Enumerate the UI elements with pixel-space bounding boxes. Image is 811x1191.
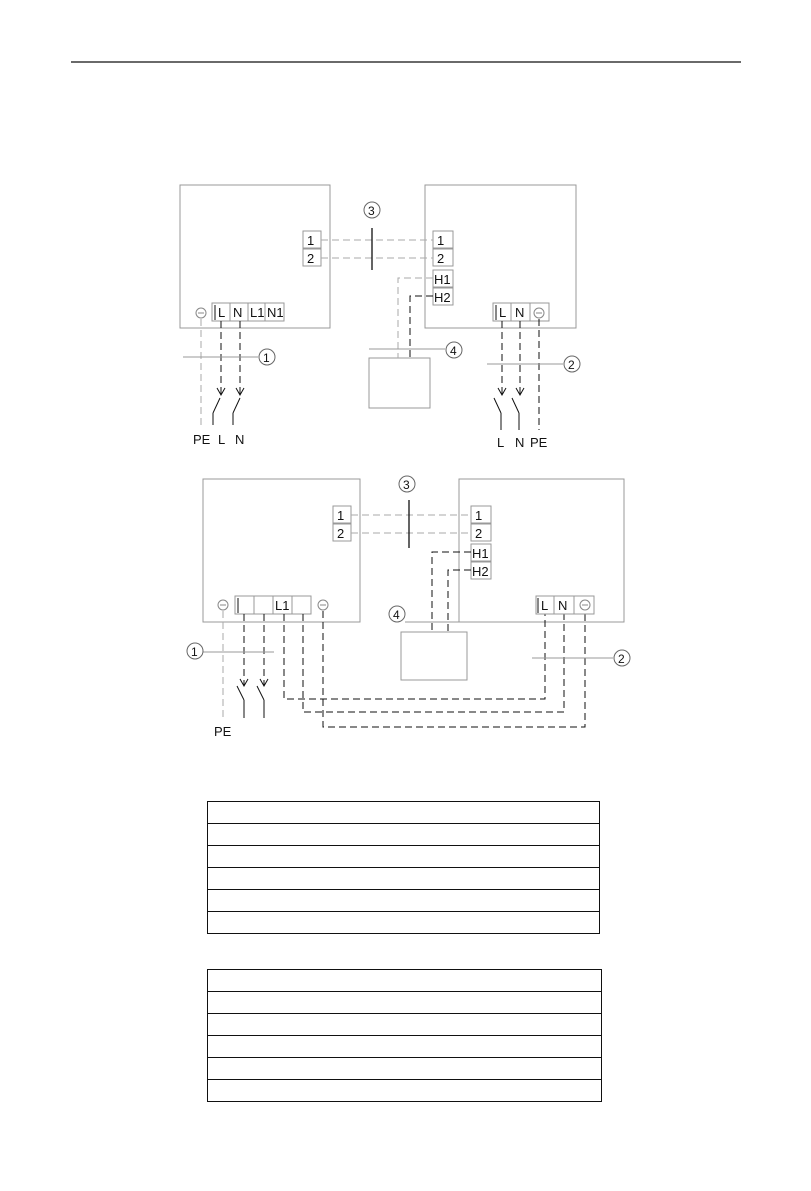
switch-icon	[512, 398, 519, 413]
table-row	[208, 1036, 602, 1058]
table-row	[208, 846, 600, 868]
callout-number: 4	[393, 608, 400, 622]
table-cell	[404, 846, 600, 868]
terminal-label: 1	[337, 508, 345, 523]
spec-table-b	[207, 969, 602, 1102]
table-cell	[208, 890, 404, 912]
terminal-label: N	[515, 305, 525, 320]
terminal-label: H2	[472, 564, 489, 579]
table-cell	[404, 868, 600, 890]
callout-number: 4	[450, 344, 457, 358]
table-cell	[208, 1080, 405, 1102]
table-cell	[208, 970, 405, 992]
terminal-label: N	[558, 598, 568, 613]
wire-label: N	[235, 432, 245, 447]
terminal-label: 1	[475, 508, 483, 523]
table-row	[208, 1014, 602, 1036]
table-cell	[405, 970, 602, 992]
table-cell	[405, 1080, 602, 1102]
terminal-label: 2	[337, 526, 345, 541]
callout-number: 1	[263, 351, 270, 365]
table-cell	[208, 992, 405, 1014]
table-row	[208, 912, 600, 934]
callout-number: 1	[191, 645, 198, 659]
table-row	[208, 824, 600, 846]
heater-box	[401, 632, 467, 680]
terminal-label: L1	[250, 305, 265, 320]
terminal-label: H2	[434, 290, 451, 305]
wire-label: L	[497, 435, 505, 450]
terminal-label: N	[233, 305, 243, 320]
terminal-label: 1	[307, 233, 315, 248]
table-row	[208, 868, 600, 890]
callout-number: 2	[568, 358, 575, 372]
table-row	[208, 1058, 602, 1080]
table-cell	[405, 1058, 602, 1080]
wire-label: PE	[530, 435, 548, 450]
table-cell	[208, 912, 404, 934]
diagram-2	[187, 476, 630, 739]
callout-number: 3	[368, 204, 375, 218]
table-row	[208, 992, 602, 1014]
switch-icon	[257, 686, 264, 700]
callout-number: 2	[618, 652, 625, 666]
diagram-1	[180, 185, 580, 450]
switch-icon	[213, 398, 220, 413]
table-cell	[208, 802, 404, 824]
table-row	[208, 1080, 602, 1102]
terminal-label: 2	[437, 251, 445, 266]
terminal-label: H1	[434, 272, 451, 287]
table-cell	[208, 1036, 405, 1058]
switch-icon	[237, 686, 244, 700]
table-cell	[208, 1014, 405, 1036]
table-cell	[405, 992, 602, 1014]
table-row	[208, 970, 602, 992]
table-cell	[208, 846, 404, 868]
heater-box	[369, 358, 430, 408]
terminal-label: L1	[275, 598, 290, 613]
table-cell	[208, 868, 404, 890]
switch-icon	[233, 398, 240, 413]
terminal-label: 2	[475, 526, 483, 541]
table-cell	[404, 802, 600, 824]
wire-label: PE	[214, 724, 232, 739]
table-cell	[404, 912, 600, 934]
wire-label: L	[218, 432, 226, 447]
terminal-label: L	[499, 305, 507, 320]
terminal-label: 2	[307, 251, 315, 266]
spec-table-a	[207, 801, 600, 934]
terminal-label: H1	[472, 546, 489, 561]
terminal-label: L	[541, 598, 549, 613]
wire-label: N	[515, 435, 525, 450]
terminal-label: L	[218, 305, 226, 320]
terminal-label: N1	[267, 305, 284, 320]
table-cell	[404, 890, 600, 912]
table-cell	[405, 1036, 602, 1058]
wire-label: PE	[193, 432, 211, 447]
table-cell	[405, 1014, 602, 1036]
terminal-label: 1	[437, 233, 445, 248]
table-cell	[404, 824, 600, 846]
table-row	[208, 802, 600, 824]
table-cell	[208, 1058, 405, 1080]
callout-number: 3	[403, 478, 410, 492]
table-cell	[208, 824, 404, 846]
switch-icon	[494, 398, 501, 413]
table-row	[208, 890, 600, 912]
